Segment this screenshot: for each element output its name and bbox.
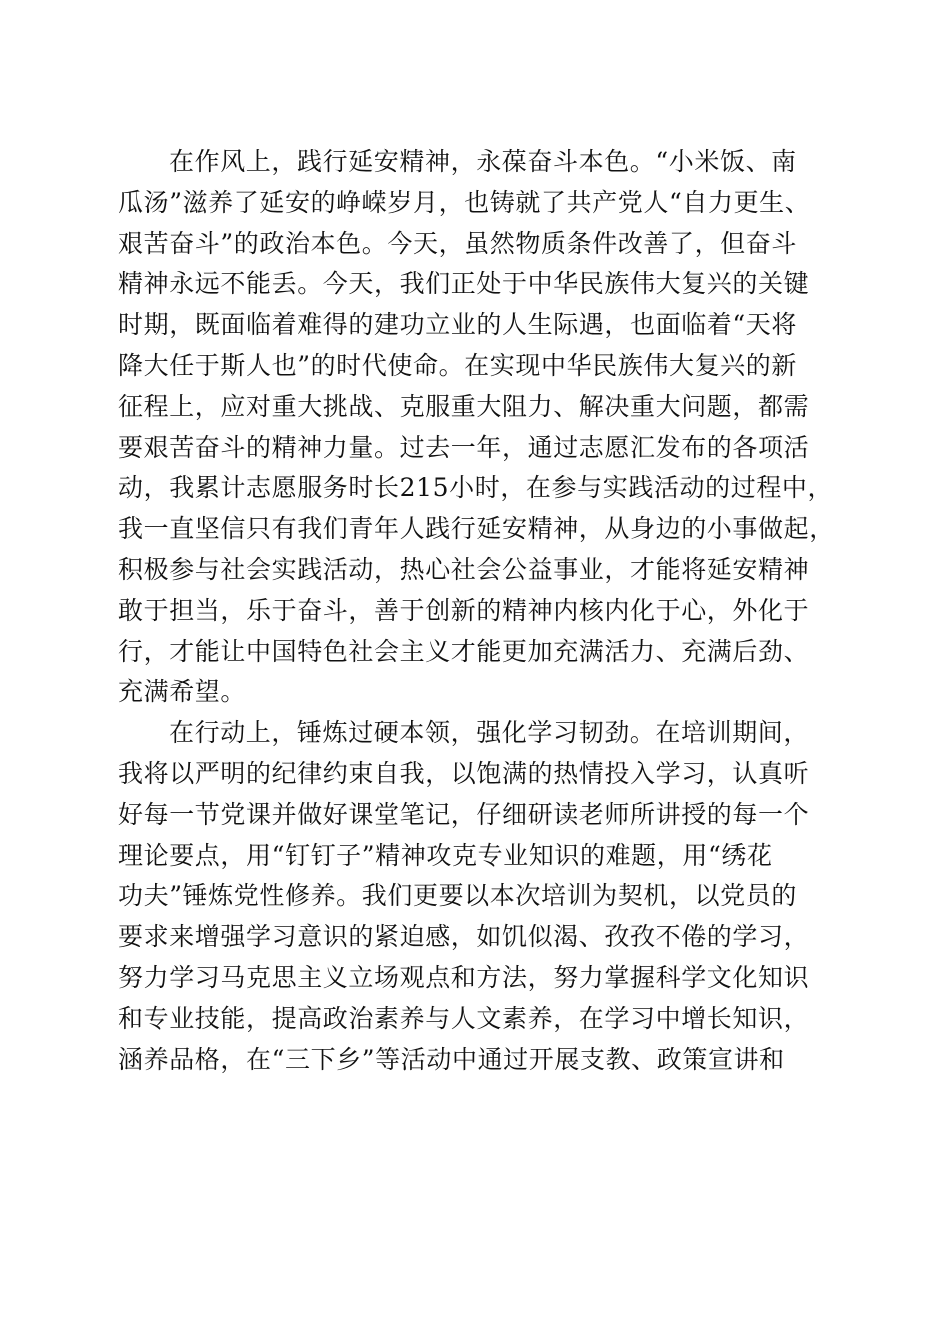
text-line: 动，我累计志愿服务时长215小时，在参与实践活动的过程中， [118, 473, 834, 503]
paragraph [118, 142, 838, 713]
text-line: 在行动上，锤炼过硬本领，强化学习韧劲。在培训期间， [169, 718, 810, 748]
text-line: 积极参与社会实践活动，热心社会公益事业，才能将延安精神 [118, 554, 810, 584]
text-line: 征程上，应对重大挑战、克服重大阻力、解决重大问题，都需 [118, 391, 810, 421]
text-line: 要求来增强学习意识的紧迫感，如饥似渴、孜孜不倦的学习， [118, 922, 810, 952]
text-line: 我将以严明的纪律约束自我，以饱满的热情投入学习，认真听 [118, 758, 810, 788]
text-line: 在作风上，践行延安精神，永葆奋斗本色。“小米饭、南 [169, 147, 797, 176]
paragraph [118, 713, 838, 1080]
text-line: 好每一节党课并做好课堂笔记，仔细研读老师所讲授的每一个 [118, 799, 810, 829]
text-line: 功夫”锤炼党性修养。我们更要以本次培训为契机，以党员的 [118, 881, 797, 911]
text-line: 行，才能让中国特色社会主义才能更加充满活力、充满后劲、 [118, 636, 810, 666]
text-line: 理论要点，用“钉钉子”精神攻克专业知识的难题，用“绣花 [118, 840, 773, 870]
text-line: 努力学习马克思主义立场观点和方法，努力掌握科学文化知识 [118, 962, 810, 992]
text-line: 精神永远不能丢。今天，我们正处于中华民族伟大复兴的关键 [118, 269, 810, 299]
text-line: 敢于担当，乐于奋斗，善于创新的精神内核内化于心，外化于 [118, 595, 810, 625]
text-line: 瓜汤”滋养了延安的峥嵘岁月，也铸就了共产党人“自力更生、 [118, 187, 811, 217]
text-line: 降大任于斯人也”的时代使命。在实现中华民族伟大复兴的新 [118, 350, 797, 380]
text-line: 充满希望。 [118, 677, 247, 707]
text-line: 要艰苦奋斗的精神力量。过去一年，通过志愿汇发布的各项活 [118, 432, 810, 462]
text-line: 艰苦奋斗”的政治本色。今天，虽然物质条件改善了，但奋斗 [118, 228, 797, 258]
text-line: 涵养品格，在“三下乡”等活动中通过开展支教、政策宣讲和 [118, 1044, 785, 1074]
text-line: 时期，既面临着难得的建功立业的人生际遇，也面临着“天将 [118, 310, 797, 340]
text-line: 和专业技能，提高政治素养与人文素养，在学习中增长知识， [118, 1003, 810, 1033]
body-text [118, 142, 838, 1080]
text-line: 我一直坚信只有我们青年人践行延安精神，从身边的小事做起， [118, 514, 835, 544]
